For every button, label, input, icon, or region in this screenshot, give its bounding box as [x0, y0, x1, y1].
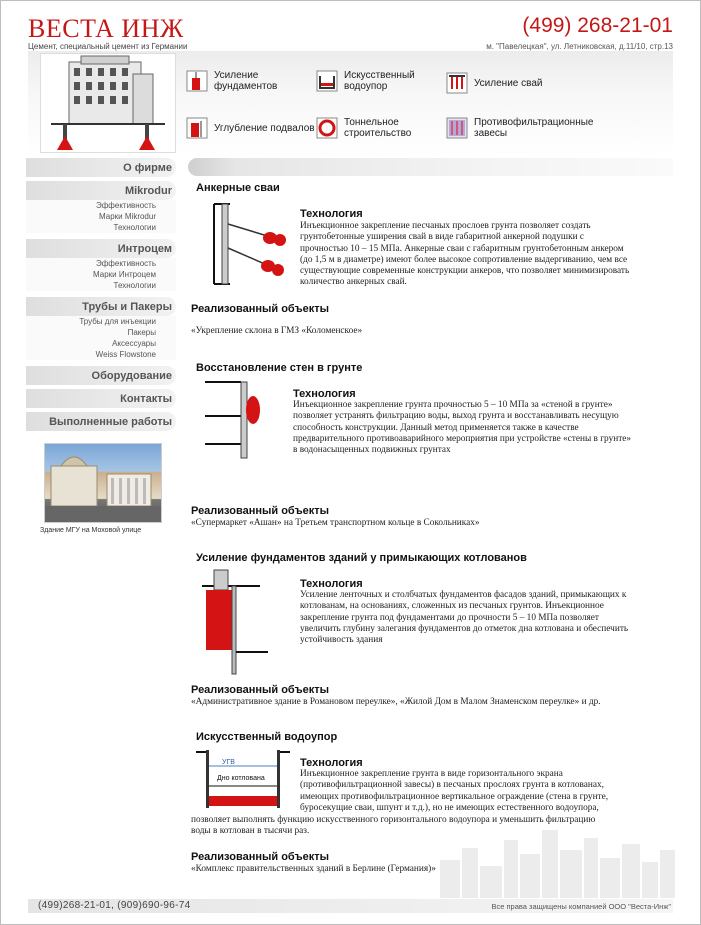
- service-label: Усиление свай: [474, 77, 543, 89]
- service-label: Углубление подвалов: [214, 122, 315, 134]
- nav-sub-item[interactable]: Пакеры: [26, 327, 176, 338]
- text-line: прочностью 10 – 15 МПа. Анкерные сваи с габаритным грунтобетонным анкером: [300, 243, 624, 254]
- text-line: существующие современные конструкции анкеров, что позволяет минимизировать: [300, 266, 630, 277]
- brand-logo[interactable]: ВЕСТА ИНЖ: [28, 14, 184, 43]
- tech-title: Технология: [300, 578, 363, 590]
- section-title-foundation: Усиление фундаментов зданий у примыкающих котлованов: [196, 552, 527, 564]
- text-line: имеющих противофильтрационное вертикальное ограждение (стена в грунте,: [300, 791, 609, 802]
- service-foundation-link[interactable]: [186, 70, 294, 92]
- text-line: Инъекционное закрепление грунта прочностью 5 – 10 МПа за «стеной в грунте»: [293, 400, 613, 410]
- nav-works[interactable]: Выполненные работы: [26, 412, 176, 431]
- footer-phones: (499)268-21-01, (909)690-96-74: [38, 900, 191, 911]
- tech-description: [300, 769, 680, 814]
- diagram-label-pit-bottom: Дно котлована: [217, 775, 265, 782]
- text-line: позволяет выполнять функцию искусственного горизонтального водоупора и уменьшить фильтрацию: [191, 815, 596, 825]
- nav-pipes[interactable]: Трубы и Пакеры: [26, 297, 176, 316]
- realized-text: «Супермаркет «Ашан» на Третьем транспортном кольце в Сокольниках»: [191, 518, 480, 528]
- nav-sub-item[interactable]: Марки Интроцем: [26, 269, 176, 280]
- text-line: способность конструкции. Данный метод применяется также в качестве: [293, 422, 579, 433]
- nav-sub-item[interactable]: Эффективность: [26, 258, 176, 269]
- realized-title: Реализованный объекты: [191, 303, 329, 315]
- text-line: воды в котлован в тысячи раз.: [191, 826, 310, 837]
- realized-text: «Административное здание в Романовом переулке», «Жилой Дом в Малом Знаменском переулке» и др.: [191, 697, 601, 707]
- realized-text: «Комплекс правительственных зданий в Берлине (Германия)»: [191, 864, 436, 874]
- nav-sub-item[interactable]: Эффективность: [26, 200, 176, 211]
- section-title-wall-restoration: Восстановление стен в грунте: [196, 362, 363, 374]
- nav-sub-item[interactable]: Марки Mikrodur: [26, 211, 176, 222]
- nav-sub-item[interactable]: Weiss Flowstone: [26, 349, 176, 360]
- curtain-icon: [446, 117, 468, 139]
- text-line: (до 1,5 м в диаметре) имеют более высокое сопротивление выдергиванию, чем все: [300, 254, 628, 265]
- tech-title: Технология: [293, 388, 356, 400]
- service-piles-link[interactable]: [446, 72, 542, 94]
- text-line: Усиление ленточных и столбчатых фундаментов фасадов зданий, примыкающих к: [300, 590, 627, 600]
- header-phone: (499) 268-21-01: [522, 14, 673, 37]
- tech-description: [293, 400, 683, 456]
- piles-icon: [446, 72, 468, 94]
- tech-description: [300, 221, 680, 289]
- text-line: Инъекционное закрепление песчаных прослоев грунта позволяет создать: [300, 221, 591, 231]
- service-basement-link[interactable]: [186, 117, 315, 139]
- realized-title: Реализованный объекты: [191, 684, 329, 696]
- sidebar-nav: [26, 158, 176, 534]
- service-curtain-link[interactable]: [446, 117, 594, 139]
- nav-sub-item[interactable]: Технологии: [26, 222, 176, 233]
- service-label: Противофильтрационные завесы: [474, 117, 594, 139]
- nav-contacts[interactable]: Контакты: [26, 389, 176, 408]
- realized-text: «Укрепление склона в ГМЗ «Коломенское»: [191, 326, 363, 336]
- section-title-anchor-piles: Анкерные сваи: [196, 182, 280, 194]
- tunnel-icon: [316, 117, 338, 139]
- waterproof-icon: [316, 70, 338, 92]
- section-title-water-barrier: Искусственный водоупор: [196, 731, 338, 743]
- text-line: буросекущие сваи, шпунт и т.д.), но не имеющих естественного водоупора,: [300, 802, 599, 813]
- nav-mikrodur[interactable]: Mikrodur: [26, 181, 176, 200]
- text-line: Инъекционное закрепление грунта в виде горизонтального экрана: [300, 769, 563, 779]
- nav-about[interactable]: О фирме: [26, 158, 176, 177]
- hero-building-image: [40, 53, 176, 153]
- text-line: увеличить глубину залегания фундаментов до отметок дна котлована и обеспечить: [300, 623, 629, 634]
- basement-icon: [186, 117, 208, 139]
- text-line: позволяет устранять фильтрацию воды, выход грунта и восстанавливать несущую: [293, 411, 619, 422]
- text-line: котлованам, на основаниях, сложенных из песчаных грунтов. Инъекционное: [300, 601, 604, 612]
- service-label: Усиление фундаментов: [214, 70, 278, 92]
- service-tunnel-link[interactable]: [316, 117, 420, 139]
- nav-sub-item[interactable]: Технологии: [26, 280, 176, 291]
- tech-title: Технология: [300, 757, 363, 769]
- text-line: устойчивость здания: [300, 635, 383, 646]
- text-line: (противофильтрационной завесы) в песчаных прослоях грунта в котлованах,: [300, 780, 604, 791]
- footer-copyright: Все права защищены компанией ООО "Веста-Инж": [491, 902, 671, 911]
- service-label: Тоннельное строительство: [344, 117, 412, 139]
- anchor-piles-diagram: [212, 198, 288, 288]
- city-skyline-decoration: [440, 820, 675, 898]
- tagline: Цемент, специальный цемент из Германии: [28, 42, 188, 51]
- realized-title: Реализованный объекты: [191, 505, 329, 517]
- wall-restoration-diagram: [203, 378, 263, 460]
- realized-title: Реализованный объекты: [191, 851, 329, 863]
- nav-sub-item[interactable]: Трубы для инъекции: [26, 316, 176, 327]
- foundation-icon: [186, 70, 208, 92]
- foundation-diagram: [200, 568, 270, 678]
- nav-sub-item[interactable]: Аксессуары: [26, 338, 176, 349]
- thumbnail-caption: Здание МГУ на Моховой улице: [40, 527, 142, 534]
- service-label: Искусственный водоупор: [344, 70, 415, 92]
- content-header-bar: [188, 158, 673, 176]
- text-line: количество анкерных свай.: [300, 277, 407, 288]
- nav-introtsem[interactable]: Интроцем: [26, 239, 176, 258]
- tech-description: [300, 590, 685, 646]
- nav-equipment[interactable]: Оборудование: [26, 366, 176, 385]
- header-address: м. "Павелецкая", ул. Летниковская, д.11/10, стр.13: [486, 42, 673, 51]
- text-line: в водонасыщенных подвижных грунтах: [293, 445, 451, 456]
- service-waterproof-link[interactable]: [316, 70, 420, 92]
- text-line: грунтобетонные уширения свай в виде габаритной анкерной подушки с: [300, 232, 585, 243]
- text-line: закрепление грунта под фундаментами до прочности 5 – 10 МПа позволяет: [300, 612, 599, 623]
- works-thumbnail-image[interactable]: [44, 443, 162, 523]
- diagram-label-gwl: УГВ: [222, 759, 235, 766]
- tech-title: Технология: [300, 208, 363, 220]
- text-line: предварительного противоаварийного мероприятия при устройстве «стены в грунте»: [293, 433, 632, 444]
